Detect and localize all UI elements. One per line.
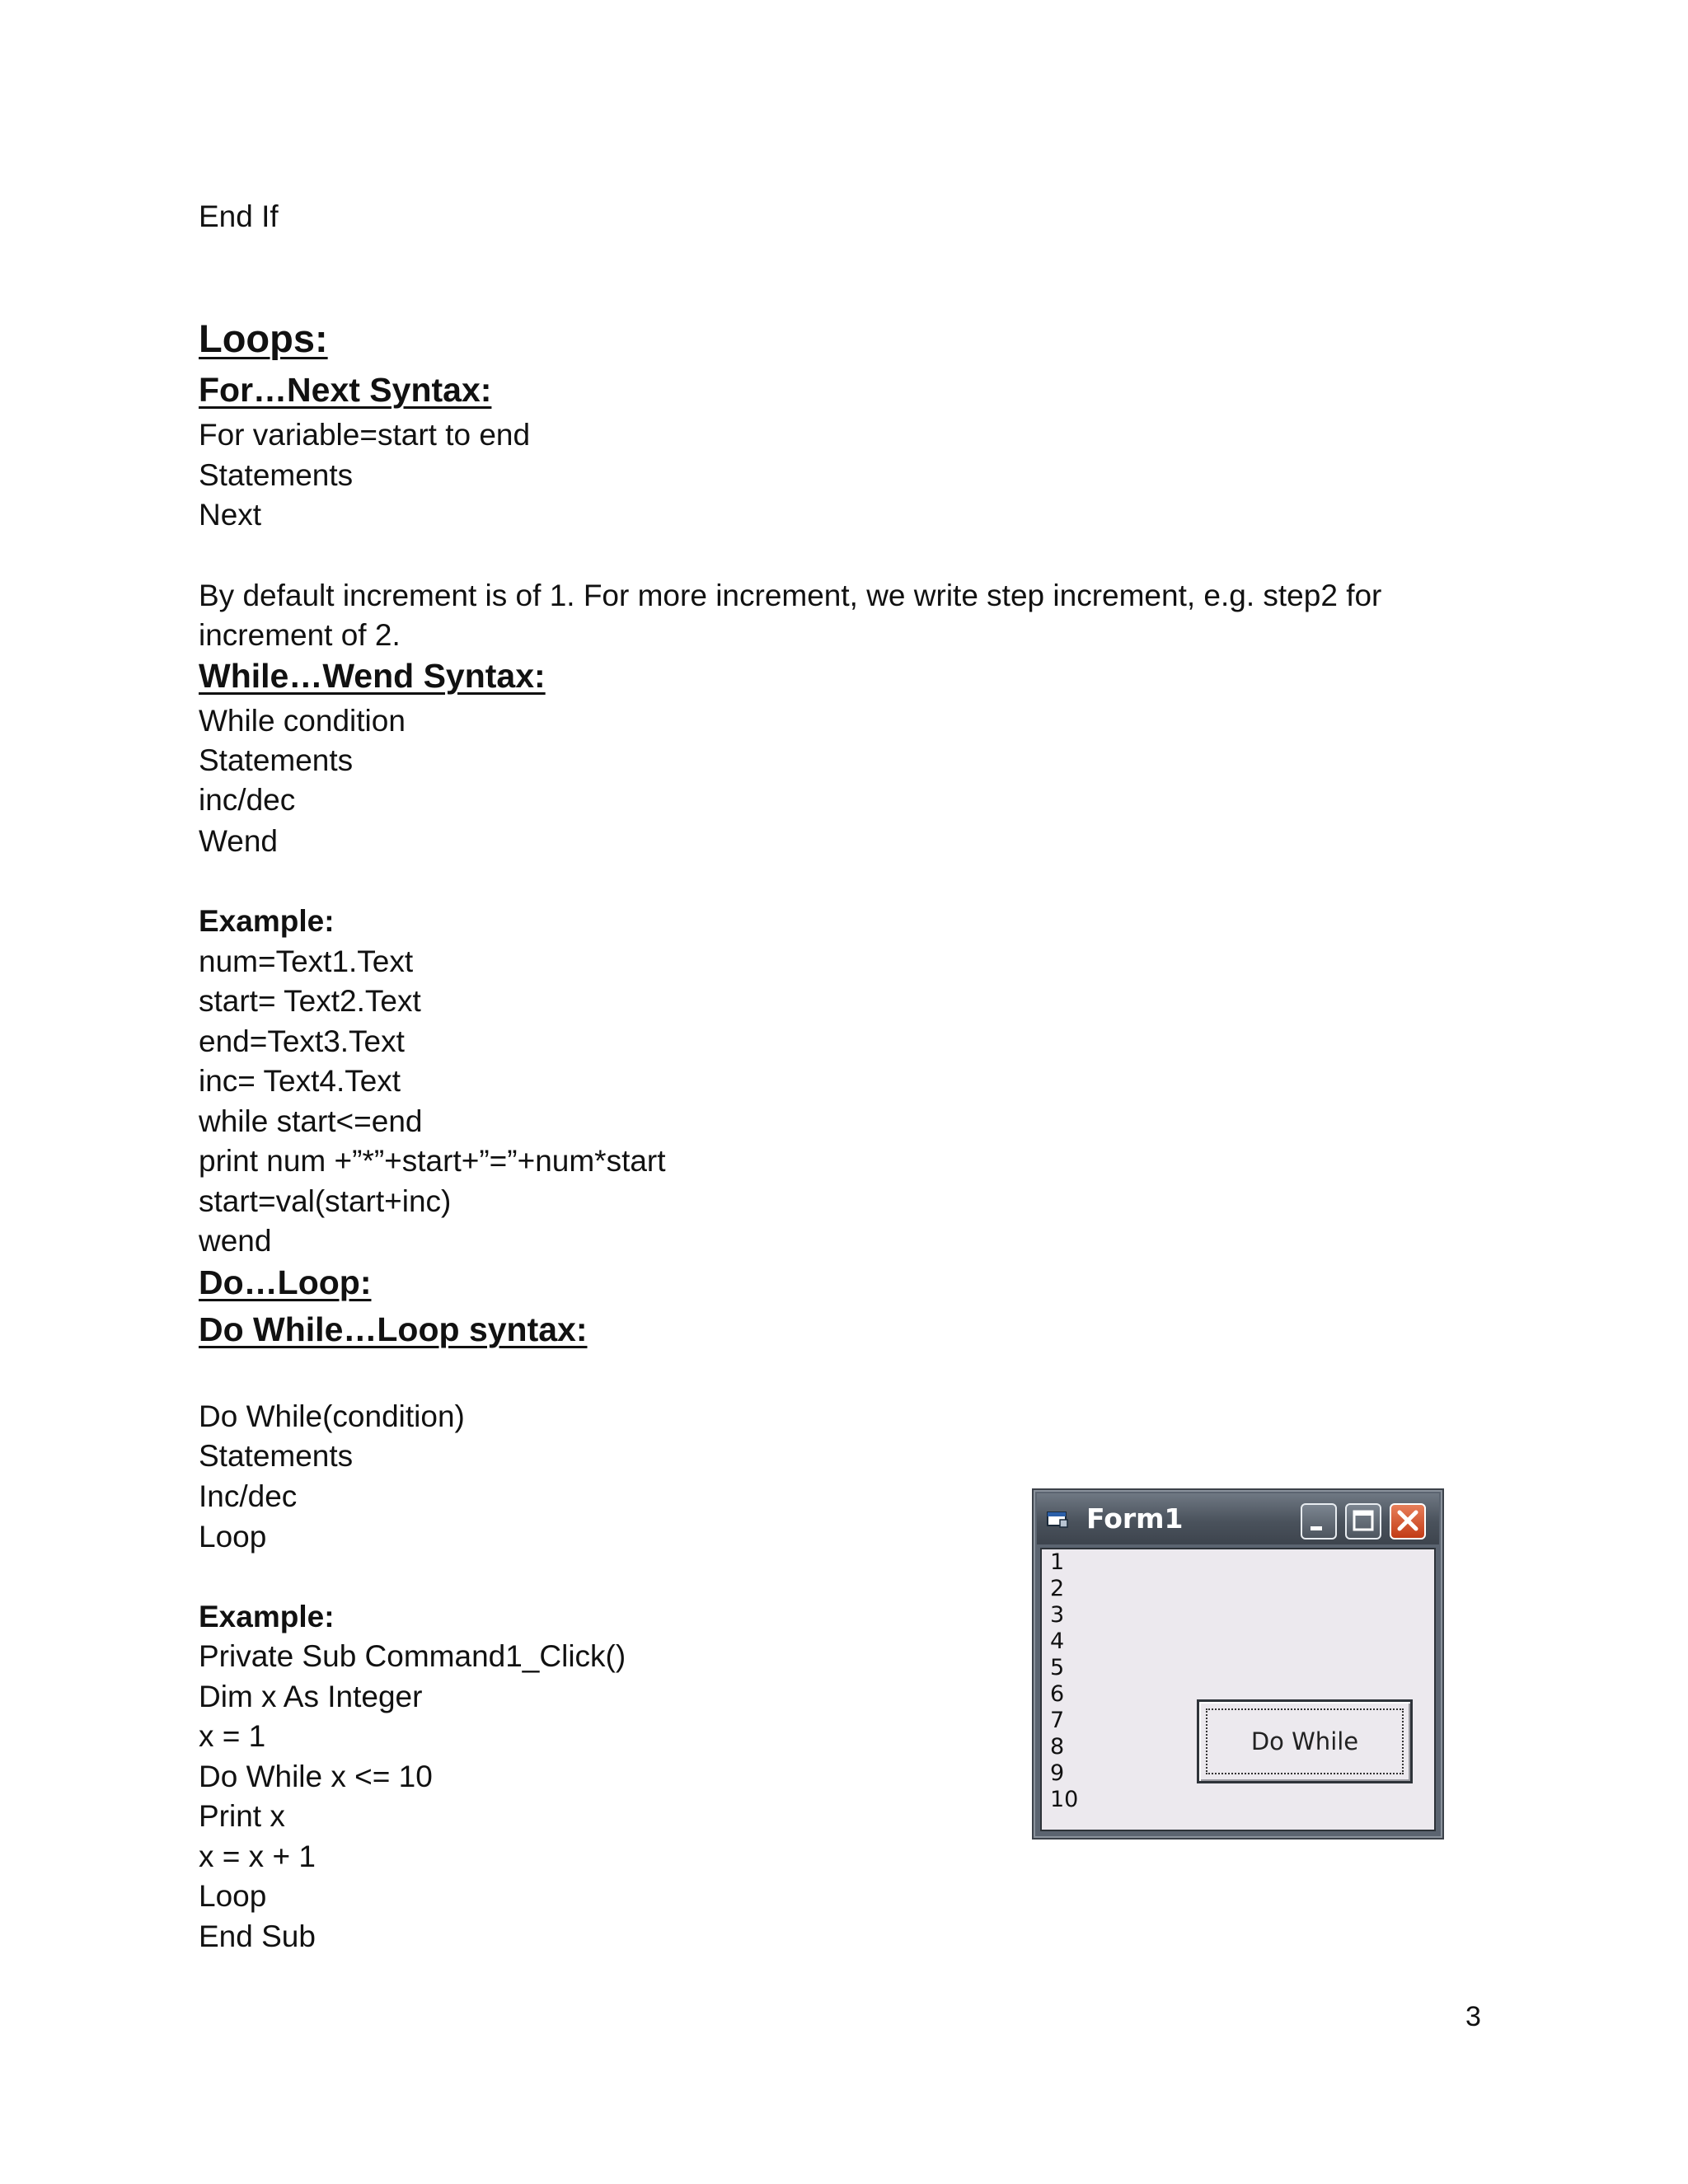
heading-loops: Loops: — [199, 316, 328, 360]
form1-window — [1032, 1488, 1444, 1840]
example-label: Example: — [199, 904, 335, 938]
code-line: start=val(start+inc) — [199, 1184, 452, 1218]
output-line: 10 — [1050, 1787, 1079, 1812]
text-line: By default increment is of 1. For more increment, we write step increment, e.g. step2 for — [199, 579, 1382, 612]
heading-while-wend-syntax: While…Wend Syntax: — [199, 657, 546, 695]
code-line: Private Sub Command1_Click() — [199, 1639, 626, 1673]
code-line: x = x + 1 — [199, 1840, 316, 1873]
code-line: start= Text2.Text — [199, 984, 421, 1018]
code-line: end=Text3.Text — [199, 1024, 405, 1058]
code-line: inc= Text4.Text — [199, 1064, 401, 1098]
code-line: End Sub — [199, 1919, 316, 1953]
text-line: inc/dec — [199, 783, 296, 817]
output-line: 3 — [1050, 1602, 1065, 1628]
maximize-icon — [1347, 1505, 1380, 1538]
output-line: 5 — [1050, 1655, 1065, 1680]
page-number: 3 — [1465, 2001, 1481, 2032]
heading-for-next-syntax: For…Next Syntax: — [199, 371, 492, 409]
output-line: 8 — [1050, 1734, 1065, 1760]
output-line: 4 — [1050, 1629, 1065, 1654]
text-line: Next — [199, 498, 262, 532]
text-line: Do While(condition) — [199, 1399, 465, 1433]
code-line: Do While x <= 10 — [199, 1760, 433, 1793]
code-line: print num +”*”+start+”=”+num*start — [199, 1144, 666, 1178]
form-client-area — [1040, 1548, 1436, 1831]
minimize-icon — [1302, 1505, 1335, 1538]
output-line: 1 — [1050, 1549, 1065, 1575]
close-button[interactable] — [1390, 1503, 1426, 1540]
code-line: while start<=end — [199, 1104, 423, 1138]
code-line: Print x — [199, 1799, 285, 1833]
output-line: 9 — [1050, 1760, 1065, 1786]
form-app-icon — [1047, 1510, 1068, 1528]
minimize-button[interactable] — [1301, 1503, 1337, 1540]
text-line: Statements — [199, 1439, 354, 1473]
do-while-button[interactable] — [1197, 1699, 1413, 1783]
text-line: increment of 2. — [199, 618, 401, 652]
heading-do-while-loop-syntax: Do While…Loop syntax: — [199, 1310, 588, 1348]
code-line: x = 1 — [199, 1719, 266, 1753]
text-line: Inc/dec — [199, 1479, 298, 1513]
text-line: Loop — [199, 1520, 267, 1554]
do-while-button-label: Do While — [1206, 1708, 1404, 1774]
window-title: Form1 — [1086, 1502, 1184, 1535]
window-titlebar[interactable] — [1037, 1493, 1439, 1544]
text-line: End If — [199, 199, 279, 233]
text-line: While condition — [199, 704, 406, 738]
code-line: wend — [199, 1224, 272, 1258]
output-line: 7 — [1050, 1708, 1065, 1733]
maximize-button[interactable] — [1345, 1503, 1381, 1540]
code-line: Loop — [199, 1879, 267, 1913]
code-line: Dim x As Integer — [199, 1680, 423, 1713]
heading-do-loop: Do…Loop: — [199, 1263, 372, 1301]
close-icon — [1391, 1505, 1424, 1538]
output-line: 6 — [1050, 1681, 1065, 1707]
code-line: num=Text1.Text — [199, 944, 414, 978]
output-line: 2 — [1050, 1576, 1065, 1601]
text-line: Statements — [199, 458, 354, 492]
example-label: Example: — [199, 1600, 335, 1633]
text-line: Wend — [199, 824, 278, 858]
text-line: For variable=start to end — [199, 418, 531, 452]
text-line: Statements — [199, 743, 354, 777]
